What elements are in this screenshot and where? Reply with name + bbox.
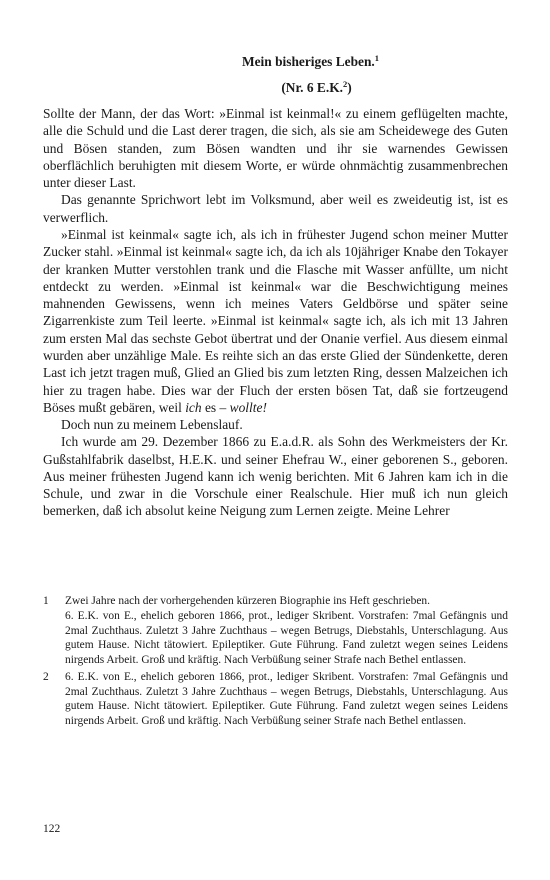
footnote-number: 2 [43,670,49,683]
chapter-title [43,54,508,70]
footnote-text: Zwei Jahre nach der vorhergehenden kürzeren Biographie ins Heft geschrieben. [65,595,431,607]
paragraph-3 [43,226,508,416]
footnote-text: 6. E.K. von E., ehelich geboren 1866, prot., lediger Skribent. Vorstrafen: 7mal Gefängnis und 2mal Zuchthaus. Zuletzt 3 Jahre Zuchthaus – wegen Betrugs, Diebstahls, Unterschlagung. Aus gutem Hause. Nicht tätowiert. Epileptiker. Gute Führung. Fand zuletzt wegen seines Leidens nirgends Arbeit. Groß und kräftig. Nach Verbüßung seiner Strafe nach Bethel entlassen. [65,609,508,666]
paragraph-5: Ich wurde am 29. Dezember 1866 zu E.a.d.R. als Sohn des Werkmeisters der Kr. Gußstahlfabrik daselbst, H.E.K. und seiner Ehefrau W., einer geborenen S., geboren. Aus meiner frühesten Jugend kann ich wenig berichten. Mit 6 Jahren kam ich in die Schule, und zwar in die Vorschule einer Realschule. Hier muß ich nun gleich bemerken, daß ich absolut keine Neigung zum Lernen zeigte. Meine Lehrer [43,434,508,519]
book-page [43,0,508,880]
page-number: 122 [43,823,61,835]
paragraph-1: Sollte der Mann, der das Wort: »Einmal ist keinmal!« zu einem geflügelten machte, alle die Schuld und die Last derer tragen, die sich, als sie am Scheidewege des Guten und Bösen standen, zum Bösen wandten und ihr sie warnendes Gewissen oberflächlich beruhigten mit diesem Worte, er würde ohnmächtig zusammenbrechen unter dieser Last. [43,106,508,191]
chapter-subtitle-close: ) [347,80,352,95]
paragraph-4: Doch nun zu meinem Lebenslauf. [61,417,243,433]
paragraph-3-text-b: es – [201,399,230,415]
footnote-number: 1 [43,595,49,607]
chapter-title-text: Mein bisheriges Leben. [241,54,375,69]
footnote-ref-2[interactable]: 2 [342,79,348,89]
paragraph-3-text: »Einmal ist keinmal« sagte ich, als ich in frühester Jugend schon meiner Mutter Zucker stahl. »Einmal ist keinmal« sagte ich, da ich als 10jähriger Knabe den Tokayer der kranken Mutter verstohlen trank und die Flasche mit Wasser anfüllte, um nicht entdeckt zu werden. »Einmal ist keinmal« war die Beschwichtigung meines mahnenden Gewissens, wenn ich meines Vaters Geldbörse und später seine Zigarrenkiste zum Teil leerte. »Einmal ist keinmal« sagte ich, als ich mit 13 Jahren zum ersten Mal das sechste Gebot übertrat und der Onanie verfiel. Aus diesem einmal wurden aber unzählige Male. Es reihte sich an das erste Glied der Sündenkette, deren Last ich jetzt tragen muß, Glied an Glied bis zum letzten Ring, dessen Malzeichen ich hier zu tragen habe. Dies war der Fluch der ersten bösen Tat, daß sie fortzeugend Böses mußt gebären, weil [43,226,508,415]
footnote-text: 6. E.K. von E., ehelich geboren 1866, prot., lediger Skribent. Vorstrafen: 7mal Gefängnis und 2mal Zuchthaus. Zuletzt 3 Jahre Zuchthaus – wegen Betrugs, Diebstahls, Unterschlagung. Aus gutem Hause. Nicht tätowiert. Epileptiker. Gute Führung. Fand zuletzt wegen seines Leidens nirgends Arbeit. Groß und kräftig. Nach Verbüßung seiner Strafe nach Bethel entlassen. [65,670,508,727]
paragraph-3-emphasis-wollte: wollte! [229,399,267,415]
footnotes [43,594,508,729]
paragraph-2: Das genannte Sprichwort lebt im Volksmund, aber weil es zweideutig ist, ist es verwerflich. [43,192,508,225]
footnote-ref-1[interactable]: 1 [374,53,380,63]
paragraph-3-emphasis-ich: ich [185,399,202,415]
body-text [43,105,508,520]
footnote-1 [43,594,508,668]
footnote-2 [43,670,508,729]
chapter-subtitle-text: (Nr. 6 E.K. [281,80,343,95]
chapter-subtitle [43,80,508,96]
